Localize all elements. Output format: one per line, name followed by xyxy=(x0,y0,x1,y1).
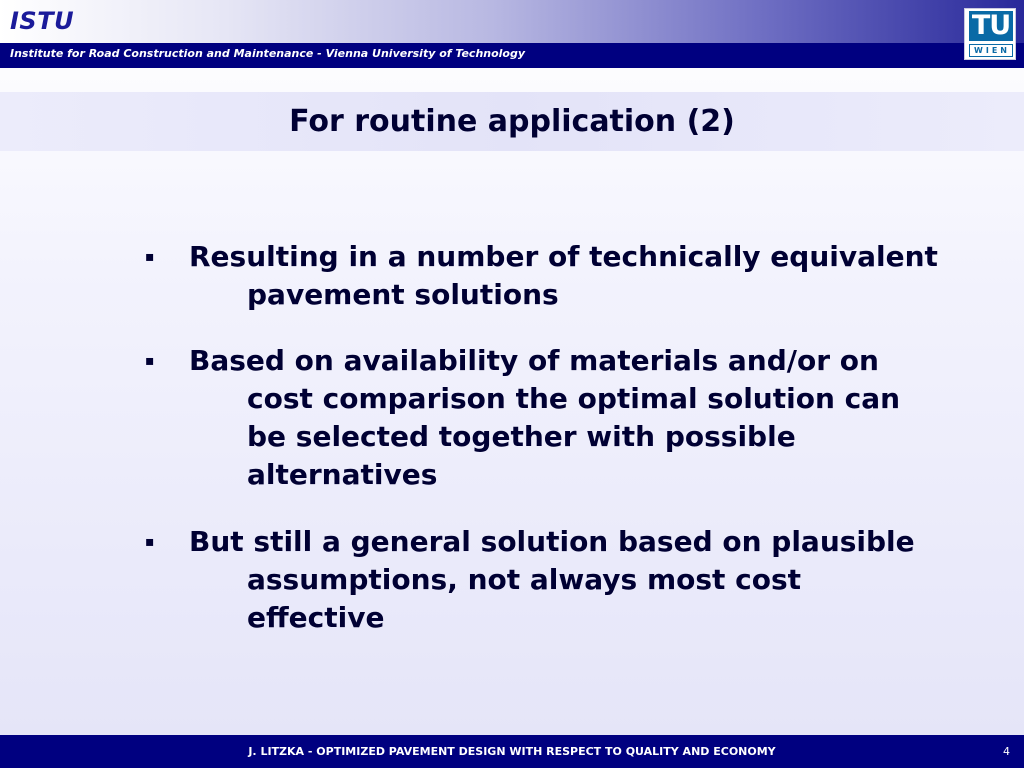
logo-wien-text: WIEN xyxy=(969,44,1013,57)
bullet-text: But still a general solution based on plausible assumptions, not always most cost effective xyxy=(189,525,915,634)
bullet-item xyxy=(145,523,945,637)
page-number: 4 xyxy=(1003,745,1010,758)
bullet-text: Based on availability of materials and/or on cost comparison the optimal solution can be selected together with possible alternatives xyxy=(189,344,901,491)
bullet-square-icon: ▪ xyxy=(145,249,155,265)
bullet-square-icon: ▪ xyxy=(145,353,155,369)
header-gradient-band xyxy=(0,0,1024,43)
footer-text: J. LITZKA - OPTIMIZED PAVEMENT DESIGN WITH RESPECT TO QUALITY AND ECONOMY xyxy=(248,745,776,758)
bullet-square-icon: ▪ xyxy=(145,534,155,550)
tu-wien-logo-icon xyxy=(964,8,1016,60)
slide-title: For routine application (2) xyxy=(289,104,735,139)
header xyxy=(0,0,1024,68)
bullet-item xyxy=(145,342,945,494)
institute-name: Institute for Road Construction and Maintenance - Vienna University of Technology xyxy=(10,47,526,60)
bullet-item xyxy=(145,238,945,314)
brand-title: ISTU xyxy=(10,7,75,35)
logo-tu-text: TU xyxy=(969,11,1013,41)
bullet-text: Resulting in a number of technically equivalent pavement solutions xyxy=(189,240,938,311)
